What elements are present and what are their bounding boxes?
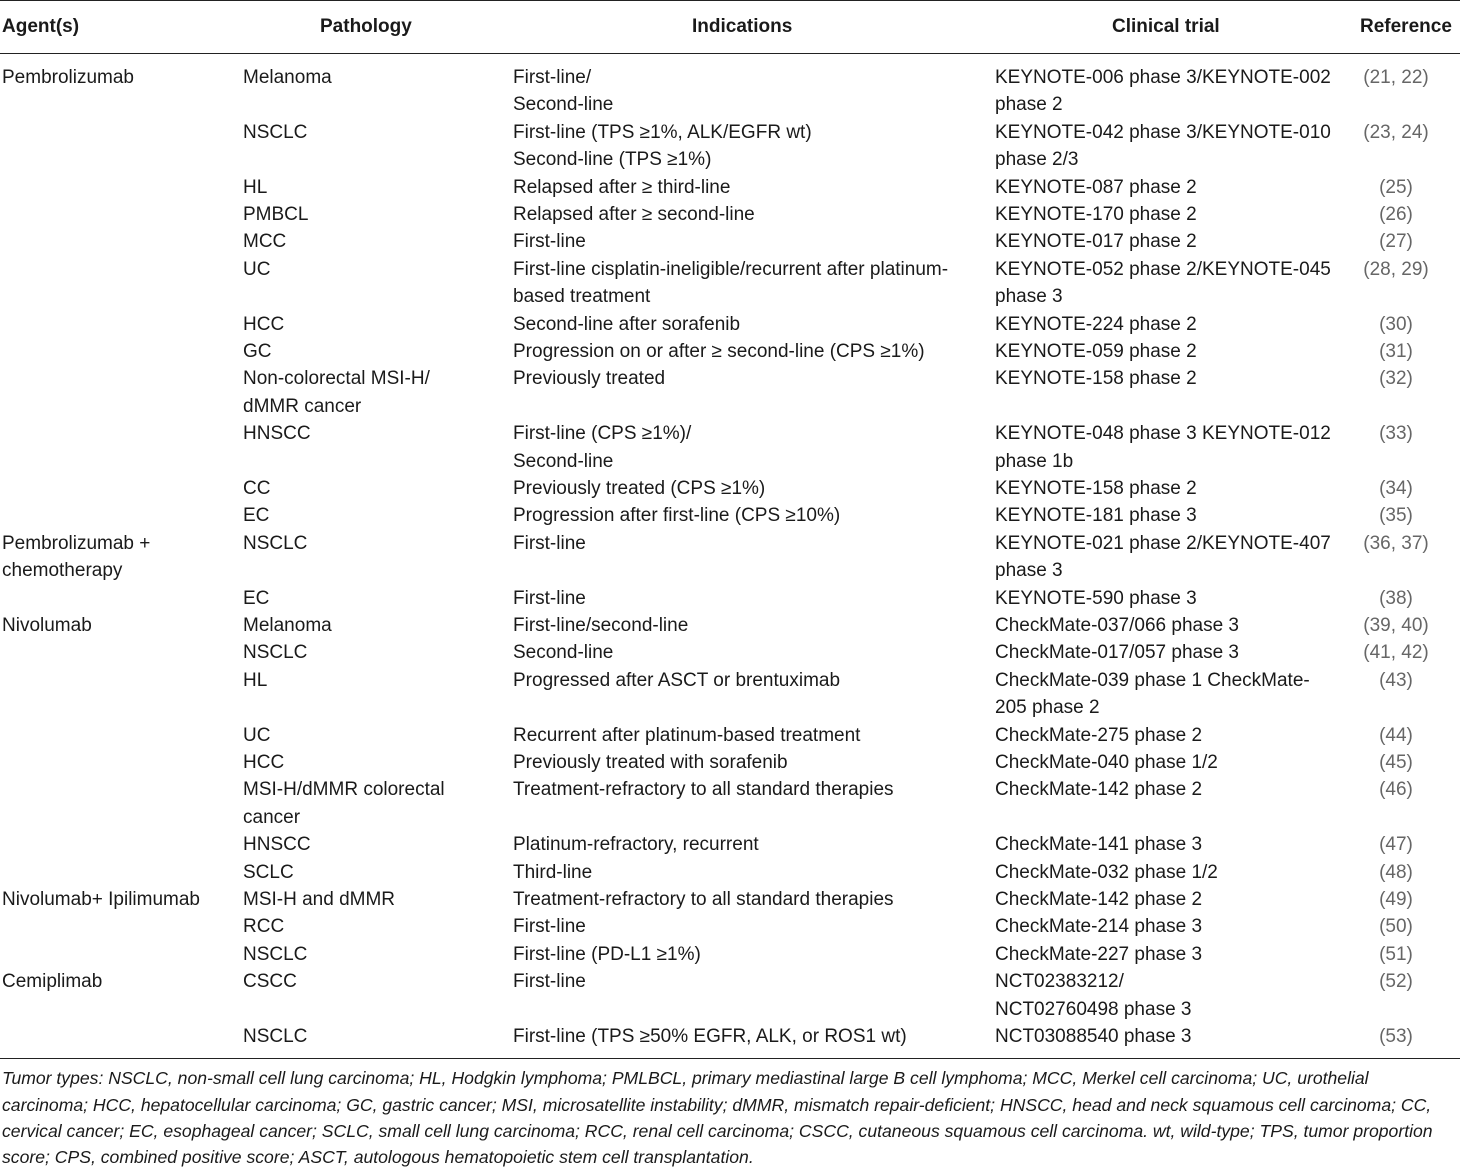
reference-cell: (36, 37) (1363, 532, 1429, 554)
indications-cell (513, 941, 983, 968)
cell-line: KEYNOTE-006 phase 3/KEYNOTE-002 (995, 67, 1331, 88)
cell-line: 205 phase 2 (995, 697, 1100, 719)
cell-line: CheckMate-032 phase 1/2 (995, 861, 1218, 883)
reference-cell: (35) (1379, 505, 1413, 527)
cell-line: NCT02383212/ (995, 971, 1124, 993)
reference-cell: (53) (1379, 1026, 1413, 1047)
cell-line: First-line (513, 231, 586, 253)
pathology-cell (243, 64, 503, 91)
table-row (0, 886, 1460, 913)
table-row (0, 119, 1460, 174)
cell-line: Relapsed after ≥ third-line (513, 176, 731, 198)
cell-line: First-line cisplatin-ineligible/recurrent after platinum- (513, 258, 949, 280)
table-row (0, 502, 1460, 529)
cell-line: HCC (243, 752, 285, 773)
table-row (0, 311, 1460, 338)
cell-line: First-line (CPS ≥1%)/ (513, 423, 692, 445)
cell-line: KEYNOTE-181 phase 3 (995, 505, 1197, 527)
pathology-cell (243, 585, 503, 612)
cell-line: CheckMate-040 phase 1/2 (995, 752, 1218, 773)
pathology-cell (243, 859, 503, 886)
cell-line: Second-line (513, 450, 614, 472)
pathology-cell (243, 722, 503, 749)
cell-line: EC (243, 505, 270, 527)
cell-line: NCT03088540 phase 3 (995, 1026, 1192, 1047)
pathology-cell (243, 913, 503, 940)
cell-line: EC (243, 587, 270, 609)
cell-line: Pembrolizumab + (2, 532, 151, 554)
indications-cell (513, 612, 983, 639)
header-reference: Reference (1360, 16, 1452, 37)
header-pathology: Pathology (320, 16, 412, 37)
trial-cell (995, 174, 1345, 201)
reference-cell: (26) (1379, 204, 1413, 225)
cell-line: Cemiplimab (2, 971, 103, 993)
table-row (0, 585, 1460, 612)
pathology-cell (243, 776, 503, 831)
cell-line: NSCLC (243, 943, 308, 965)
indications-cell (513, 64, 983, 119)
table-row (0, 256, 1460, 311)
table-row (0, 64, 1460, 119)
cell-line: MSI-H and dMMR (243, 889, 396, 910)
reference-cell: (38) (1379, 587, 1413, 609)
cell-line: Non-colorectal MSI-H/ (243, 368, 430, 390)
cell-line: GC (243, 341, 272, 362)
reference-cell: (31) (1379, 341, 1413, 362)
cell-line: KEYNOTE-048 phase 3 KEYNOTE-012 (995, 423, 1331, 445)
cell-line: Treatment-refractory to all standard therapies (513, 779, 894, 801)
cell-line: First-line (TPS ≥50% EGFR, ALK, or ROS1 wt) (513, 1026, 907, 1047)
cell-line: CheckMate-142 phase 2 (995, 779, 1203, 801)
reference-cell: (49) (1379, 889, 1413, 910)
pathology-cell (243, 968, 503, 995)
cell-line: KEYNOTE-224 phase 2 (995, 313, 1197, 335)
pathology-cell (243, 338, 503, 365)
cell-line: Nivolumab+ Ipilimumab (2, 889, 200, 910)
reference-cell: (23, 24) (1363, 121, 1429, 143)
trial-cell (995, 338, 1345, 365)
cell-line: Second-line after sorafenib (513, 313, 741, 335)
header-indications: Indications (692, 16, 793, 37)
pathology-cell (243, 667, 503, 694)
trial-cell (995, 722, 1345, 749)
table-row (0, 338, 1460, 365)
trial-cell (995, 475, 1345, 502)
indications-cell (513, 502, 983, 529)
cell-line: NSCLC (243, 121, 308, 143)
cell-line: First-line (513, 532, 586, 554)
indications-cell (513, 749, 983, 776)
indications-cell (513, 174, 983, 201)
reference-cell: (52) (1379, 971, 1413, 993)
cell-line: Previously treated (513, 368, 666, 390)
trial-cell (995, 365, 1345, 392)
cell-line: Previously treated with sorafenib (513, 752, 788, 773)
cell-line: CheckMate-142 phase 2 (995, 889, 1203, 910)
trial-cell (995, 639, 1345, 666)
reference-cell: (44) (1379, 724, 1413, 746)
indications-cell (513, 913, 983, 940)
cell-line: HL (243, 669, 268, 691)
trial-cell (995, 311, 1345, 338)
indications-cell (513, 968, 983, 995)
indications-cell (513, 1023, 983, 1050)
table-row (0, 941, 1460, 968)
cell-line: Second-line (513, 642, 614, 664)
cell-line: RCC (243, 916, 285, 938)
trial-cell (995, 119, 1345, 174)
pathology-cell (243, 831, 503, 858)
indications-cell (513, 776, 983, 803)
agent-cell (2, 530, 238, 585)
cell-line: HL (243, 176, 268, 198)
table-row (0, 667, 1460, 722)
cell-line: CheckMate-214 phase 3 (995, 916, 1203, 938)
cell-line: UC (243, 724, 271, 746)
reference-cell: (28, 29) (1363, 258, 1429, 280)
cell-line: KEYNOTE-042 phase 3/KEYNOTE-010 (995, 121, 1331, 143)
cell-line: Second-line (513, 94, 614, 116)
cell-line: KEYNOTE-158 phase 2 (995, 368, 1197, 390)
cell-line: First-line/ (513, 67, 592, 88)
indications-cell (513, 338, 983, 365)
reference-cell: (48) (1379, 861, 1413, 883)
cell-line: KEYNOTE-087 phase 2 (995, 176, 1197, 198)
reference-cell: (33) (1379, 423, 1413, 445)
reference-cell: (32) (1379, 368, 1413, 390)
trial-cell (995, 667, 1345, 722)
cell-line: Treatment-refractory to all standard therapies (513, 889, 894, 910)
indications-cell (513, 256, 983, 311)
table-body (0, 54, 1460, 1060)
table-row (0, 1023, 1460, 1050)
indications-cell (513, 530, 983, 557)
indications-cell (513, 886, 983, 913)
trial-cell (995, 228, 1345, 255)
indications-cell (513, 228, 983, 255)
cell-line: First-line (513, 916, 586, 938)
trial-cell (995, 1023, 1345, 1050)
table-row (0, 201, 1460, 228)
cell-line: Melanoma (243, 615, 332, 636)
cell-line: KEYNOTE-052 phase 2/KEYNOTE-045 (995, 258, 1331, 280)
trial-cell (995, 530, 1345, 585)
table-row (0, 776, 1460, 831)
cell-line: Platinum-refractory, recurrent (513, 834, 759, 856)
cell-line: Previously treated (CPS ≥1%) (513, 478, 766, 499)
cell-line: Third-line (513, 861, 593, 883)
trial-cell (995, 749, 1345, 776)
table-row (0, 420, 1460, 475)
trial-cell (995, 585, 1345, 612)
cell-line: First-line (PD-L1 ≥1%) (513, 943, 701, 965)
cell-line: Relapsed after ≥ second-line (513, 204, 755, 225)
cell-line: MCC (243, 231, 287, 253)
indications-cell (513, 639, 983, 666)
cell-line: NCT02760498 phase 3 (995, 998, 1192, 1020)
indications-cell (513, 667, 983, 694)
trial-cell (995, 831, 1345, 858)
cell-line: CheckMate-141 phase 3 (995, 834, 1203, 856)
pathology-cell (243, 228, 503, 255)
indications-cell (513, 201, 983, 228)
trial-cell (995, 420, 1345, 475)
pathology-cell (243, 256, 503, 283)
table-row (0, 228, 1460, 255)
pathology-cell (243, 1023, 503, 1050)
agent-cell (2, 886, 238, 913)
pathology-cell (243, 502, 503, 529)
pathology-cell (243, 311, 503, 338)
cell-line: NSCLC (243, 642, 308, 664)
table-row (0, 475, 1460, 502)
indications-cell (513, 585, 983, 612)
pathology-cell (243, 365, 503, 420)
cell-line: CheckMate-275 phase 2 (995, 724, 1203, 746)
cell-line: Nivolumab (2, 615, 92, 636)
pathology-cell (243, 530, 503, 557)
pathology-cell (243, 119, 503, 146)
cell-line: NSCLC (243, 1026, 308, 1047)
cell-line: Progression on or after ≥ second-line (CPS ≥1%) (513, 341, 925, 362)
reference-cell: (30) (1379, 313, 1413, 335)
trial-cell (995, 859, 1345, 886)
indications-cell (513, 831, 983, 858)
indications-cell (513, 475, 983, 502)
cell-line: phase 1b (995, 450, 1074, 472)
cell-line: Progression after first-line (CPS ≥10%) (513, 505, 841, 527)
cell-line: MSI-H/dMMR colorectal (243, 779, 445, 801)
trial-cell (995, 256, 1345, 311)
cell-line: HNSCC (243, 834, 311, 856)
trial-cell (995, 502, 1345, 529)
cell-line: First-line (TPS ≥1%, ALK/EGFR wt) (513, 121, 812, 143)
cell-line: Melanoma (243, 67, 332, 88)
cell-line: SCLC (243, 861, 294, 883)
table-row (0, 612, 1460, 639)
table-row (0, 831, 1460, 858)
cell-line: dMMR cancer (243, 395, 362, 417)
cell-line: CC (243, 478, 271, 499)
cell-line: First-line/second-line (513, 615, 689, 636)
cell-line: UC (243, 258, 271, 280)
pathology-cell (243, 174, 503, 201)
cell-line: Progressed after ASCT or brentuximab (513, 669, 841, 691)
footnote-text: Tumor types: NSCLC, non-small cell lung carcinoma; HL, Hodgkin lymphoma; PMLBCL, primary mediastinal large B cell lymphoma; MCC, Merkel cell carcinoma; UC, urothelial carcinoma; HCC, hepatocellular carcinoma; GC, gastric cancer; MSI, microsatellite instability; dMMR, mismatch repair-deficient; HNSCC, head and neck squamous cell carcinoma; CC, cervical cancer; EC, esophageal cancer; SCLC, small cell lung carcinoma; RCC, renal cell carcinoma; CSCC, cutaneous squamous cell carcinoma. wt, wild-type; TPS, tumor proportion score; CPS, combined positive score; ASCT, autologous hematopoietic stem cell transplantation. (2, 1068, 1433, 1168)
header-clinical-trial: Clinical trial (1112, 16, 1220, 37)
cell-line: phase 3 (995, 560, 1063, 582)
pathology-cell (243, 639, 503, 666)
cell-line: First-line (513, 587, 586, 609)
cell-line: KEYNOTE-590 phase 3 (995, 587, 1197, 609)
cell-line: HCC (243, 313, 285, 335)
cell-line: Recurrent after platinum-based treatment (513, 724, 861, 746)
trial-cell (995, 968, 1345, 1023)
table-row (0, 722, 1460, 749)
cell-line: KEYNOTE-059 phase 2 (995, 341, 1197, 362)
cell-line: First-line (513, 971, 586, 993)
trial-cell (995, 886, 1345, 913)
cell-line: Pembrolizumab (2, 67, 134, 88)
table-row (0, 749, 1460, 776)
cell-line: KEYNOTE-170 phase 2 (995, 204, 1197, 225)
cell-line: based treatment (513, 286, 651, 308)
indications-cell (513, 365, 983, 392)
pathology-cell (243, 475, 503, 502)
table-header (0, 0, 1460, 54)
table-row (0, 639, 1460, 666)
reference-cell: (51) (1379, 943, 1413, 965)
table-row (0, 859, 1460, 886)
table-row (0, 174, 1460, 201)
reference-cell: (21, 22) (1363, 67, 1429, 88)
reference-cell: (45) (1379, 752, 1413, 773)
reference-cell: (39, 40) (1363, 615, 1429, 636)
trial-cell (995, 941, 1345, 968)
cell-line: CSCC (243, 971, 297, 993)
agent-cell (2, 612, 238, 639)
cell-line: KEYNOTE-021 phase 2/KEYNOTE-407 (995, 532, 1331, 554)
trial-cell (995, 64, 1345, 119)
pathology-cell (243, 420, 503, 447)
table-row (0, 365, 1460, 420)
cell-line: CheckMate-039 phase 1 CheckMate- (995, 669, 1310, 691)
header-agents: Agent(s) (2, 16, 80, 37)
pathology-cell (243, 201, 503, 228)
reference-cell: (34) (1379, 478, 1413, 499)
indications-cell (513, 119, 983, 174)
cell-line: phase 2 (995, 94, 1063, 116)
pathology-cell (243, 612, 503, 639)
table-row (0, 968, 1460, 1023)
pathology-cell (243, 749, 503, 776)
trial-cell (995, 612, 1345, 639)
trial-cell (995, 776, 1345, 803)
cell-line: HNSCC (243, 423, 311, 445)
cell-line: CheckMate-037/066 phase 3 (995, 615, 1239, 636)
indications-cell (513, 420, 983, 475)
table-row (0, 913, 1460, 940)
indications-cell (513, 722, 983, 749)
reference-cell: (50) (1379, 916, 1413, 938)
reference-cell: (43) (1379, 669, 1413, 691)
cell-line: KEYNOTE-158 phase 2 (995, 478, 1197, 499)
agent-cell (2, 64, 238, 91)
table-footnote (0, 1058, 1460, 1168)
agent-cell (2, 968, 238, 995)
cell-line: chemotherapy (2, 560, 123, 582)
cell-line: PMBCL (243, 204, 309, 225)
table-row (0, 530, 1460, 585)
cell-line: cancer (243, 806, 301, 828)
cell-line: phase 3 (995, 286, 1063, 308)
reference-cell: (41, 42) (1363, 642, 1429, 664)
reference-cell: (47) (1379, 834, 1413, 856)
cell-line: Second-line (TPS ≥1%) (513, 149, 712, 171)
reference-cell: (25) (1379, 176, 1413, 198)
cell-line: CheckMate-227 phase 3 (995, 943, 1203, 965)
trial-cell (995, 201, 1345, 228)
cell-line: NSCLC (243, 532, 308, 554)
reference-cell: (46) (1379, 779, 1413, 801)
indications-cell (513, 859, 983, 886)
pathology-cell (243, 941, 503, 968)
cell-line: phase 2/3 (995, 149, 1079, 171)
trial-cell (995, 913, 1345, 940)
indications-cell (513, 311, 983, 338)
reference-cell: (27) (1379, 231, 1413, 253)
cell-line: CheckMate-017/057 phase 3 (995, 642, 1239, 664)
cell-line: KEYNOTE-017 phase 2 (995, 231, 1197, 253)
pathology-cell (243, 886, 503, 913)
